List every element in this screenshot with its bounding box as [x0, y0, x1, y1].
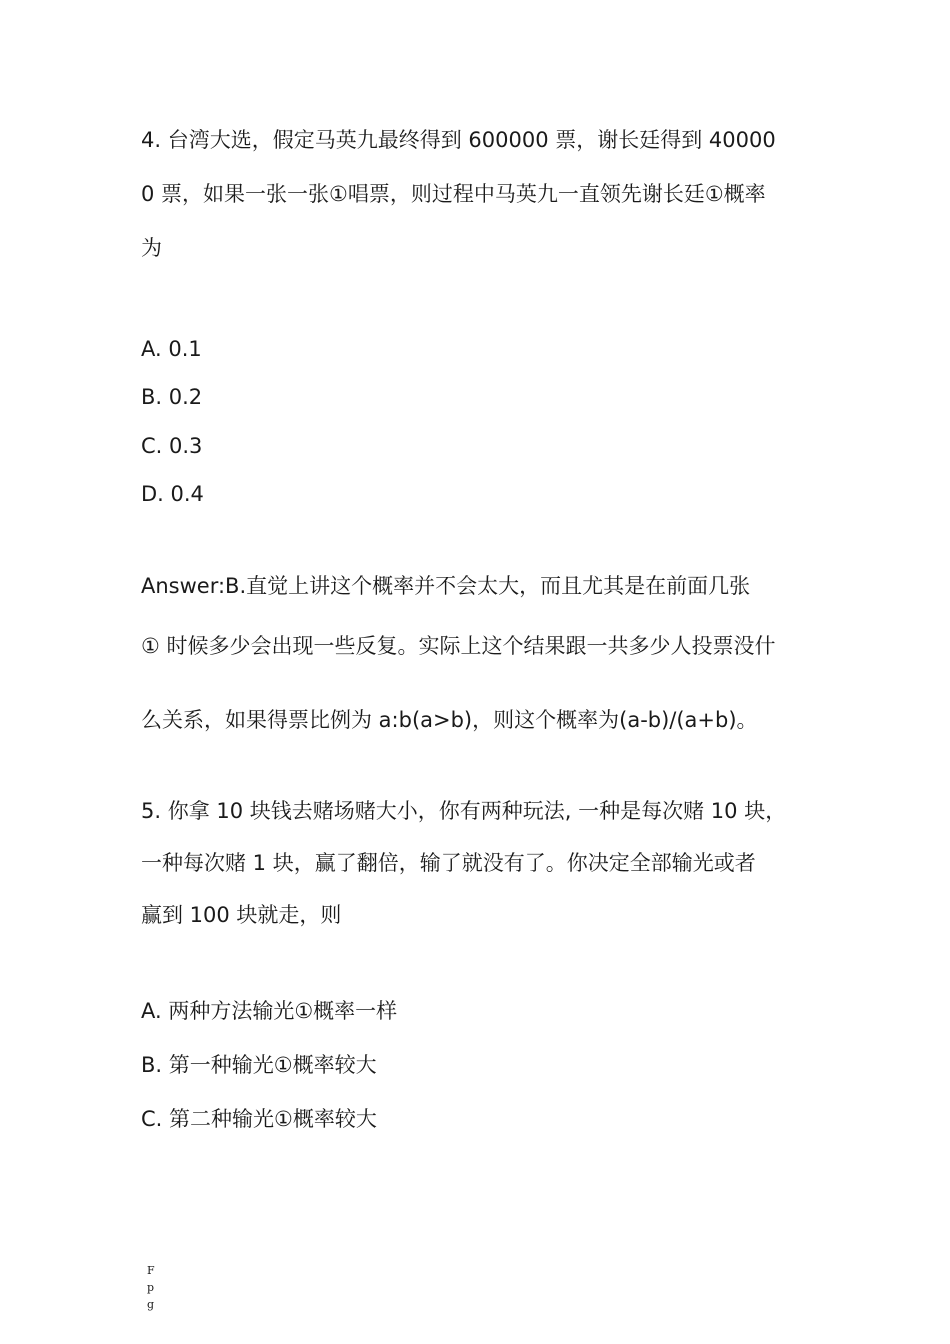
answer-line-1: Answer:B.直觉上讲这个概率并不会太大，而且尤其是在前面几张	[141, 574, 751, 598]
question-5-line-3: 赢到 100 块就走，则	[141, 903, 342, 927]
answer-line-2: ① 时候多少会出现一些反复。实际上这个结果跟一共多少人投票没什	[141, 634, 776, 658]
question-5-option-a: A. 两种方法输光①概率一样	[141, 999, 398, 1023]
question-4-option-a: A. 0.1	[141, 337, 202, 361]
question-4-option-b: B. 0.2	[141, 385, 203, 409]
question-5-option-c: C. 第二种输光①概率较大	[141, 1107, 377, 1131]
answer-line-3: 么关系，如果得票比例为 a:b(a>b)，则这个概率为(a-b)/(a+b)。	[141, 708, 758, 732]
question-4-line-1: 4. 台湾大选，假定马英九最终得到 600000 票，谢长廷得到 40000	[141, 128, 776, 152]
question-4-option-d: D. 0.4	[141, 482, 204, 506]
question-5-line-1: 5. 你拿 10 块钱去赌场赌大小，你有两种玩法, 一种是每次赌 10 块，	[141, 799, 787, 823]
question-5-option-b: B. 第一种输光①概率较大	[141, 1053, 377, 1077]
question-4-line-2: 0 票，如果一张一张①唱票，则过程中马英九一直领先谢长廷①概率	[141, 182, 766, 206]
question-4-option-c: C. 0.3	[141, 434, 203, 458]
question-5-line-2: 一种每次赌 1 块，赢了翻倍，输了就没有了。你决定全部输光或者	[141, 851, 756, 875]
question-4-line-3: 为	[141, 236, 162, 260]
page-footer-mark: Fpg	[147, 1264, 155, 1311]
